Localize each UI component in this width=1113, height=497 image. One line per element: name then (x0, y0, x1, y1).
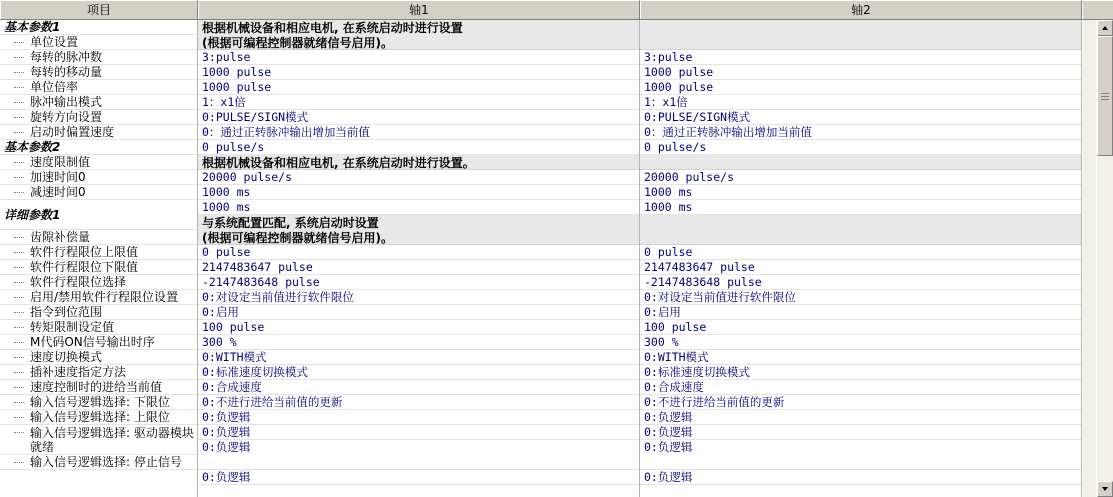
parameter-value[interactable]: 0:负逻辑 (640, 470, 1081, 485)
parameter-label[interactable]: 每转的移动量 (0, 65, 197, 80)
header-cell-pad (1082, 0, 1113, 19)
parameter-value[interactable]: 20000 pulse/s (198, 170, 639, 185)
column-axis1 (198, 20, 640, 497)
parameter-value[interactable]: 1：x1倍 (640, 95, 1081, 110)
parameter-label[interactable]: 输入信号逻辑选择: 驱动器模块就绪 (0, 425, 197, 455)
parameter-label[interactable]: 插补速度指定方法 (0, 365, 197, 380)
section-description (640, 155, 1081, 170)
parameter-value[interactable]: 1000 ms (640, 185, 1081, 200)
group-label[interactable]: 基本参数2 (0, 140, 197, 155)
parameter-value[interactable]: 1000 ms (640, 200, 1081, 215)
parameter-label[interactable]: 输入信号逻辑选择: 下限位 (0, 395, 197, 410)
parameter-value[interactable]: 0：通过正转脉冲输出增加当前值 (640, 125, 1081, 140)
parameter-label[interactable]: 单位设置 (0, 35, 197, 50)
section-description: 根据机械设备和相应电机, 在系统启动时进行设置。 (198, 155, 639, 170)
parameter-label[interactable]: 旋转方向设置 (0, 110, 197, 125)
parameter-value[interactable]: 0:对设定当前值进行软件限位 (640, 290, 1081, 305)
parameter-value[interactable]: 0:负逻辑 (640, 440, 1081, 470)
parameter-label[interactable]: 输入信号逻辑选择: 停止信号 (0, 455, 197, 470)
grid-body (0, 20, 1113, 497)
grid-header-row (0, 0, 1113, 20)
parameter-label[interactable]: 加速时间0 (0, 170, 197, 185)
parameter-label[interactable]: 软件行程限位上限值 (0, 245, 197, 260)
parameter-value[interactable]: 1000 ms (198, 200, 639, 215)
parameter-value[interactable]: 0:启用 (640, 305, 1081, 320)
parameter-value[interactable]: 0:不进行进给当前值的更新 (198, 395, 639, 410)
parameter-value[interactable]: 2147483647 pulse (198, 260, 639, 275)
parameter-value[interactable]: 0:PULSE/SIGN模式 (198, 110, 639, 125)
parameter-label[interactable]: M代码ON信号输出时序 (0, 335, 197, 350)
parameter-value[interactable]: 0:负逻辑 (198, 440, 639, 470)
parameter-label[interactable]: 速度切换模式 (0, 350, 197, 365)
chevron-down-icon (1102, 487, 1108, 491)
section-description: 根据机械设备和相应电机, 在系统启动时进行设置 (根据可编程控制器就绪信号启用)。 (198, 20, 639, 50)
parameter-value[interactable]: 0:WITH模式 (640, 350, 1081, 365)
parameter-label[interactable]: 脉冲输出模式 (0, 95, 197, 110)
parameter-value[interactable]: 0:标准速度切换模式 (640, 365, 1081, 380)
parameter-label[interactable]: 启用/禁用软件行程限位设置 (0, 290, 197, 305)
parameter-value[interactable]: 0:负逻辑 (640, 410, 1081, 425)
section-description (640, 215, 1081, 245)
parameter-value[interactable]: 100 pulse (640, 320, 1081, 335)
parameter-label[interactable]: 转矩限制设定值 (0, 320, 197, 335)
section-description (640, 20, 1081, 50)
parameter-value[interactable]: 20000 pulse/s (640, 170, 1081, 185)
parameter-label[interactable]: 软件行程限位下限值 (0, 260, 197, 275)
parameter-value[interactable]: 0:不进行进给当前值的更新 (640, 395, 1081, 410)
parameter-value[interactable]: -2147483648 pulse (640, 275, 1081, 290)
chevron-up-icon (1102, 26, 1108, 30)
header-cell-axis2[interactable]: 轴2 (640, 0, 1082, 19)
section-description: 与系统配置匹配, 系统启动时设置 (根据可编程控制器就绪信号启用)。 (198, 215, 639, 245)
scroll-down-button[interactable] (1097, 481, 1113, 497)
parameter-label[interactable]: 单位倍率 (0, 80, 197, 95)
scrollbar-grip-line (1101, 96, 1109, 98)
scroll-up-button[interactable] (1097, 20, 1113, 36)
parameter-value[interactable]: 3:pulse (198, 50, 639, 65)
parameter-value[interactable]: 1000 pulse (198, 80, 639, 95)
parameter-value[interactable]: 0 pulse (640, 245, 1081, 260)
parameter-value[interactable]: 300 % (640, 335, 1081, 350)
parameter-value[interactable]: 1000 pulse (198, 65, 639, 80)
vertical-scrollbar[interactable] (1096, 20, 1113, 497)
parameter-value[interactable]: 0:合成速度 (198, 380, 639, 395)
parameter-value[interactable]: 0:PULSE/SIGN模式 (640, 110, 1081, 125)
parameter-value[interactable]: 0:负逻辑 (198, 425, 639, 440)
parameter-value[interactable]: 1000 ms (198, 185, 639, 200)
parameter-value[interactable]: 0 pulse/s (198, 140, 639, 155)
parameter-value[interactable]: 1：x1倍 (198, 95, 639, 110)
parameter-value[interactable]: 0:WITH模式 (198, 350, 639, 365)
parameter-value[interactable]: 2147483647 pulse (640, 260, 1081, 275)
column-item (0, 20, 198, 497)
parameter-value[interactable]: 0:负逻辑 (198, 410, 639, 425)
column-axis2 (640, 20, 1082, 497)
parameter-label[interactable]: 速度控制时的进给当前值 (0, 380, 197, 395)
parameter-value[interactable]: 0:负逻辑 (198, 470, 639, 485)
parameter-label[interactable]: 启动时偏置速度 (0, 125, 197, 140)
parameter-value[interactable]: 100 pulse (198, 320, 639, 335)
parameter-value[interactable]: 0:合成速度 (640, 380, 1081, 395)
parameter-value[interactable]: 0 pulse/s (640, 140, 1081, 155)
parameter-label[interactable]: 每转的脉冲数 (0, 50, 197, 65)
parameter-label[interactable]: 输入信号逻辑选择: 上限位 (0, 410, 197, 425)
parameter-value[interactable]: -2147483648 pulse (198, 275, 639, 290)
group-label[interactable]: 基本参数1 (0, 20, 197, 35)
parameter-label[interactable]: 软件行程限位选择 (0, 275, 197, 290)
parameter-label[interactable]: 指令到位范围 (0, 305, 197, 320)
parameter-value[interactable]: 0:启用 (198, 305, 639, 320)
parameter-value[interactable]: 0 pulse (198, 245, 639, 260)
parameter-label[interactable]: 减速时间0 (0, 185, 197, 200)
parameter-value[interactable]: 3:pulse (640, 50, 1081, 65)
parameter-value[interactable]: 0:对设定当前值进行软件限位 (198, 290, 639, 305)
parameter-label[interactable]: 齿隙补偿量 (0, 230, 197, 245)
scrollbar-thumb[interactable] (1097, 36, 1113, 156)
header-cell-item[interactable]: 项目 (0, 0, 198, 19)
parameter-value[interactable]: 0:标准速度切换模式 (198, 365, 639, 380)
scrollbar-grip-line (1101, 99, 1109, 101)
scrollbar-grip-line (1101, 93, 1109, 95)
parameter-value[interactable]: 1000 pulse (640, 65, 1081, 80)
parameter-value[interactable]: 300 % (198, 335, 639, 350)
header-cell-axis1[interactable]: 轴1 (198, 0, 640, 19)
parameter-value[interactable]: 0：通过正转脉冲输出增加当前值 (198, 125, 639, 140)
parameter-label[interactable]: 速度限制值 (0, 155, 197, 170)
parameter-value[interactable]: 0:负逻辑 (640, 425, 1081, 440)
group-label[interactable]: 详细参数1 (0, 200, 197, 230)
parameter-value[interactable]: 1000 pulse (640, 80, 1081, 95)
